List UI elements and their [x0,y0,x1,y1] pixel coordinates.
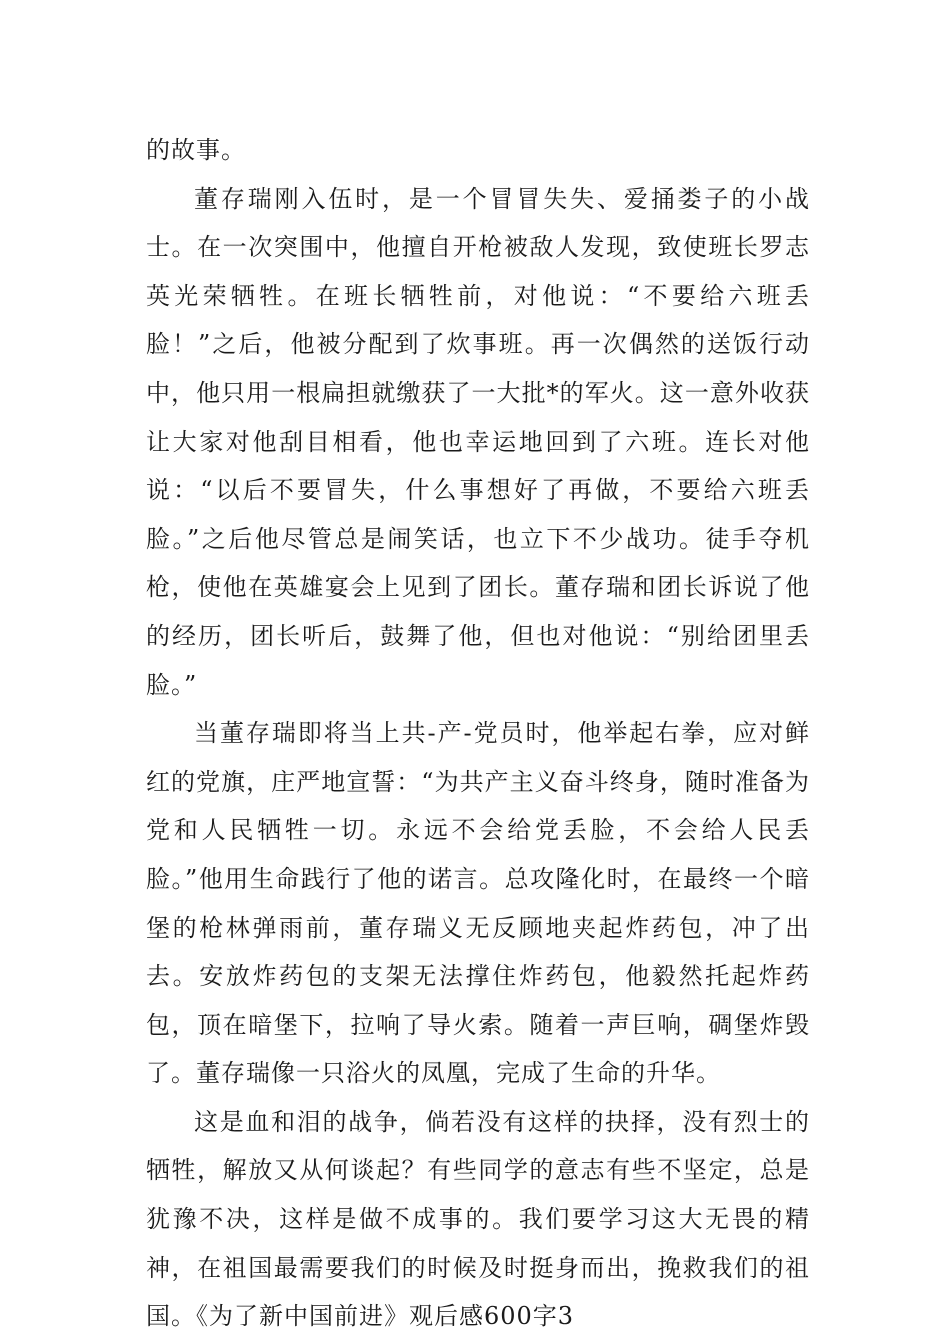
paragraph-1: 的故事。 [146,136,246,164]
paragraph-4: 这是血和泪的战争，倘若没有这样的抉择，没有烈士的牺牲，解放又从何谈起？有些同学的意志有些不坚定，总是犹豫不决，这样是做不成事的。我们要学习这大无畏的精神，在祖国最需要我们的时候及时挺身而出，挽救我们的祖国。《为了新中国前进》观后感600字3 [146,1107,810,1331]
body-text [146,126,810,1341]
paragraph-3: 当董存瑞即将当上共-产-党员时，他举起右拳，应对鲜红的党旗，庄严地宣誓：“为共产主义奋斗终身，随时准备为党和人民牺牲一切。永远不会给党丢脸，不会给人民丢脸。”他用生命践行了他的诺言。总攻隆化时，在最终一个暗堡的枪林弹雨前，董存瑞义无反顾地夹起炸药包，冲了出去。安放炸药包的支架无法撑住炸药包，他毅然托起炸药包，顶在暗堡下，拉响了导火索。随着一声巨响，碉堡炸毁了。董存瑞像一只浴火的凤凰，完成了生命的升华。 [146,719,810,1088]
paragraph-2: 董存瑞刚入伍时，是一个冒冒失失、爱捅娄子的小战士。在一次突围中，他擅自开枪被敌人发现，致使班长罗志英光荣牺牲。在班长牺牲前，对他说：“不要给六班丢脸！”之后，他被分配到了炊事班。再一次偶然的送饭行动中，他只用一根扁担就缴获了一大批*的军火。这一意外收获让大家对他刮目相看，他也幸运地回到了六班。连长对他说：“以后不要冒失，什么事想好了再做，不要给六班丢脸。”之后他尽管总是闹笑话，也立下不少战功。徒手夺机枪，使他在英雄宴会上见到了团长。董存瑞和团长诉说了他的经历，团长听后，鼓舞了他，但也对他说：“别给团里丢脸。” [146,184,810,699]
